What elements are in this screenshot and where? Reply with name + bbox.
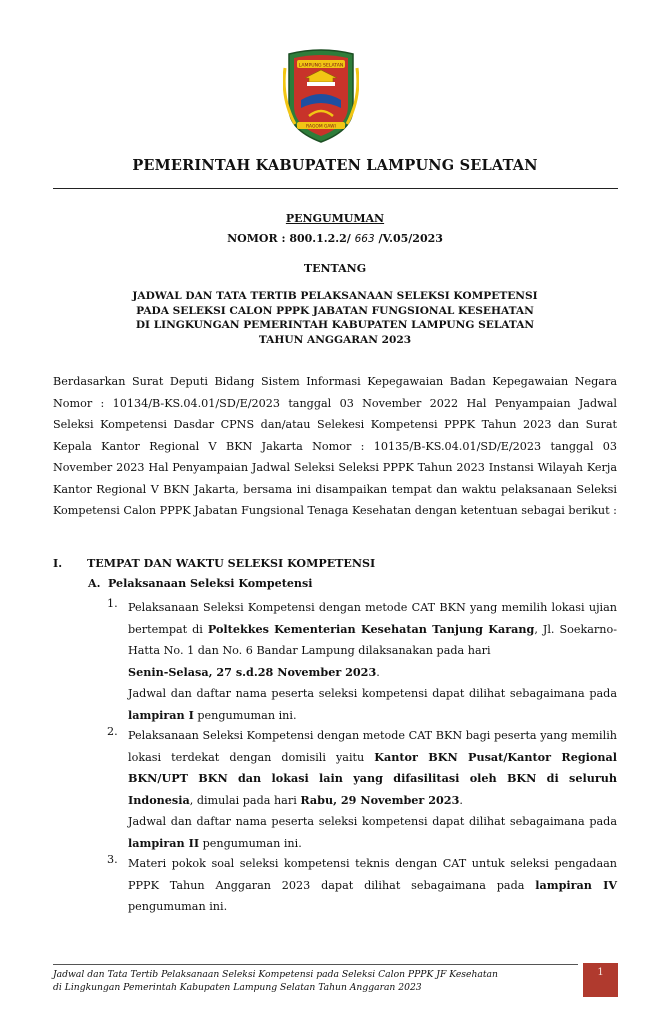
item-text: , Jl. Soekarno-Hatta No. 1 dan No. 6 Bandar Lampung dilaksanakan pada hari bbox=[128, 622, 617, 657]
tentang-heading: TENTANG bbox=[303, 262, 367, 275]
subsection-title: Pelaksanaan Seleksi Kompetensi bbox=[108, 577, 313, 590]
subject-line: DI LINGKUNGAN PEMERINTAH KABUPATEN LAMPUNG SELATAN bbox=[135, 319, 535, 331]
page-number-badge: 1 bbox=[583, 963, 618, 997]
item-bold: Senin-Selasa, 27 s.d.28 November 2023 bbox=[128, 664, 377, 679]
section-title: TEMPAT DAN WAKTU SELEKSI KOMPETENSI bbox=[87, 557, 376, 570]
item-text: Materi pokok soal seleksi kompetensi teknis dengan CAT untuk seleksi pengadaan PPPK Tahun Anggaran 2023 dapat dilihat sebagaimana pada bbox=[128, 857, 617, 892]
footer-text bbox=[53, 968, 573, 994]
subsection-heading bbox=[88, 577, 312, 590]
regency-emblem-logo bbox=[283, 48, 359, 144]
item-bold: lampiran I bbox=[128, 707, 194, 722]
subject-line: JADWAL DAN TATA TERTIB PELAKSANAAN SELEKSI KOMPETENSI bbox=[132, 290, 538, 302]
item-text: pengumuman ini. bbox=[193, 708, 297, 722]
number-prefix: NOMOR : 800.1.2.2/ bbox=[227, 232, 351, 245]
item-text: . bbox=[459, 793, 463, 807]
footer-divider bbox=[53, 964, 578, 965]
intro-paragraph: Berdasarkan Surat Deputi Bidang Sistem Informasi Kepegawaian Badan Kepegawaian Negara Nomor : 10134/B-KS.04.01/SD/E/2023 tanggal 03 November 2022 Hal Penyampaian Jadwal Seleksi Kompetensi Dasdar CPNS dan/atau Selekesi Kompetensi PPPK Tahun 2023 dan Surat Kepala Kantor Regional V BKN Jakarta Nomor : 10135/B-KS.04.01/SD/E/2023 tanggal 03 November 2023 Hal Penyampaian Jadwal Seleksi Seleksi PPPK Tahun 2023 Instansi Wilayah Kerja Kantor Regional V BKN Jakarta, bersama ini disampaikan tempat dan waktu pelaksanaan Seleksi Kompetensi Calon PPPK Jabatan Fungsional Tenaga Kesehatan dengan ketentuan sebagai berikut : bbox=[53, 375, 617, 517]
list-item bbox=[128, 597, 617, 683]
item-text: . bbox=[376, 665, 380, 679]
item-bold: Rabu, 29 November 2023 bbox=[300, 792, 460, 807]
logo-text-bottom: RAGOM GAWI bbox=[306, 124, 336, 130]
number-suffix: /V.05/2023 bbox=[378, 232, 443, 245]
list-number: 2. bbox=[107, 725, 118, 738]
section-heading bbox=[53, 557, 375, 570]
item-text: Jadwal dan daftar nama peserta seleksi kompetensi dapat dilihat sebagaimana pada bbox=[128, 687, 617, 700]
item-bold: Poltekkes Kementerian Kesehatan Tanjung Karang bbox=[207, 621, 535, 636]
item-text: , dimulai pada hari bbox=[189, 793, 301, 807]
item-bold: lampiran II bbox=[128, 835, 200, 850]
list-item-note bbox=[128, 683, 617, 726]
footer-line: di Lingkungan Pemerintah Kabupaten Lampung Selatan Tahun Anggaran 2023 bbox=[53, 982, 422, 993]
announcement-number bbox=[0, 232, 670, 245]
item-bold: lampiran IV bbox=[535, 877, 617, 892]
number-handwritten: 663 bbox=[354, 233, 375, 245]
item-text: pengumuman ini. bbox=[128, 900, 228, 913]
item-bold: Kantor BKN Pusat/Kantor Regional BKN/UPT BKN dan lokasi lain yang difasilitasi oleh BKN di seluruh Indonesia bbox=[128, 749, 617, 807]
header-divider bbox=[53, 188, 618, 189]
list-number: 1. bbox=[107, 597, 118, 610]
announcement-title: PENGUMUMAN bbox=[285, 212, 385, 225]
item-text: Pelaksanaan Seleksi Kompetensi dengan metode CAT BKN yang memilih lokasi ujian bertempat di bbox=[128, 601, 617, 636]
item-text: pengumuman ini. bbox=[199, 836, 302, 850]
item-text: Jadwal dan daftar nama peserta seleksi kompetensi dapat dilihat sebagaimana pada bbox=[128, 815, 617, 828]
list-number: 3. bbox=[107, 853, 118, 866]
announcement-subject bbox=[0, 289, 670, 347]
section-numeral: I. bbox=[53, 557, 63, 570]
subsection-letter: A. bbox=[88, 577, 101, 590]
list-item bbox=[128, 853, 617, 918]
list-item-note bbox=[128, 811, 617, 854]
footer-line: Jadwal dan Tata Tertib Pelaksanaan Seleksi Kompetensi pada Seleksi Calon PPPK JF Kesehatan bbox=[53, 969, 498, 980]
subject-line: TAHUN ANGGARAN 2023 bbox=[258, 333, 412, 346]
logo-text-top: LAMPUNG SELATAN bbox=[298, 63, 344, 69]
government-title: PEMERINTAH KABUPATEN LAMPUNG SELATAN bbox=[132, 157, 538, 174]
list-item bbox=[128, 725, 617, 811]
item-text: Pelaksanaan Seleksi Kompetensi dengan metode CAT BKN bagi peserta yang memilih lokasi terdekat dengan domisili yaitu bbox=[128, 729, 617, 764]
subject-line: PADA SELEKSI CALON PPPK JABATAN FUNGSIONAL KESEHATAN bbox=[136, 304, 534, 317]
